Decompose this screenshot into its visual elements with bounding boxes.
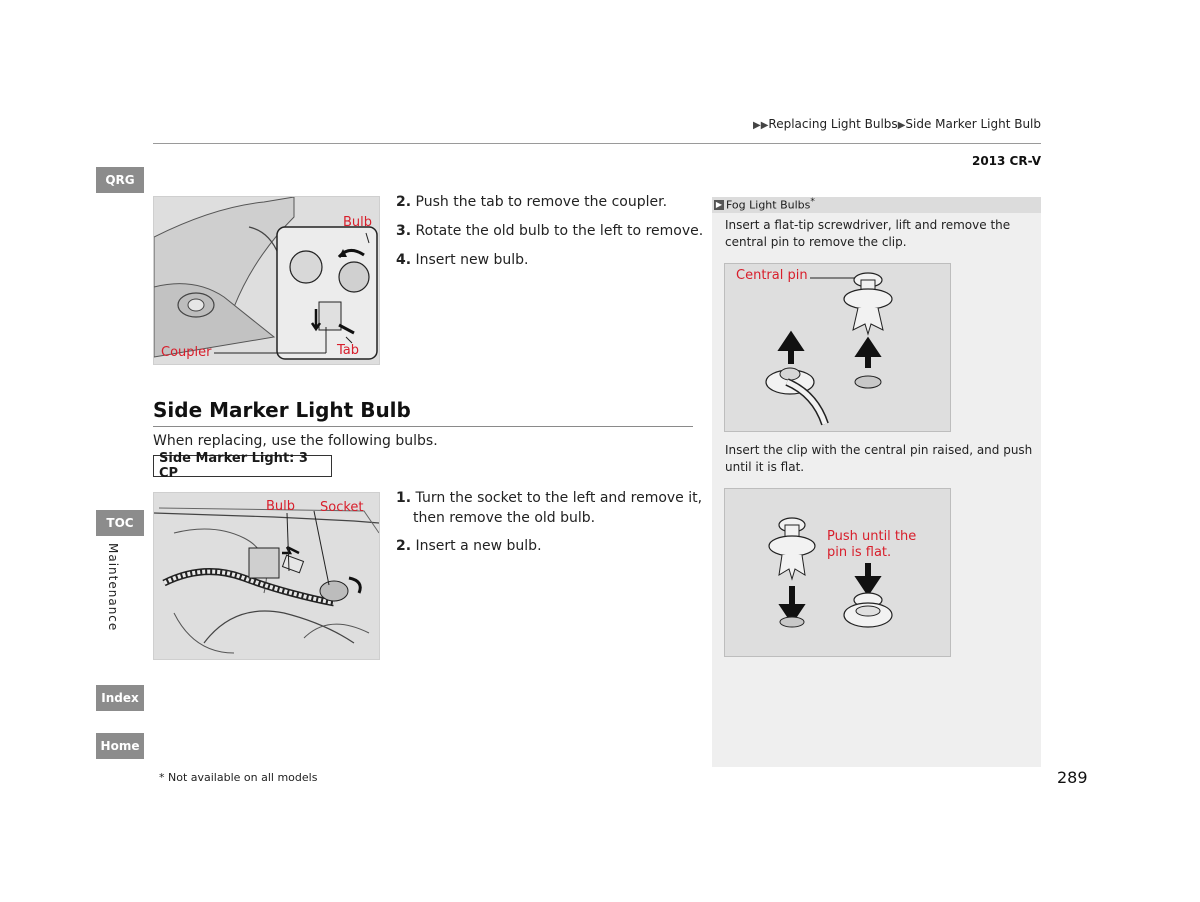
step-number: 4. bbox=[396, 252, 412, 268]
header-divider bbox=[153, 143, 1041, 144]
step-number: 2. bbox=[396, 538, 412, 554]
step-item bbox=[396, 250, 529, 270]
step-item bbox=[396, 488, 702, 528]
toc-button[interactable]: TOC bbox=[96, 510, 144, 536]
side-note-line: Insert the clip with the central pin raised, and push bbox=[725, 443, 1033, 457]
step-number: 3. bbox=[396, 223, 412, 239]
qrg-button[interactable]: QRG bbox=[96, 167, 144, 193]
tab-callout: Tab bbox=[337, 343, 360, 358]
heading-divider bbox=[153, 426, 693, 427]
central-pin-callout: Central pin bbox=[736, 268, 808, 283]
bulb-callout: Bulb bbox=[343, 215, 373, 230]
clip-removal-illustration bbox=[724, 263, 951, 432]
asterisk: * bbox=[810, 197, 815, 207]
side-note-text bbox=[725, 217, 1010, 251]
breadcrumb bbox=[753, 117, 1041, 131]
step-text: Turn the socket to the left and remove it, bbox=[415, 490, 703, 506]
index-button[interactable]: Index bbox=[96, 685, 144, 711]
coupler-callout: Coupler bbox=[161, 345, 212, 360]
step-item bbox=[396, 221, 703, 241]
side-note-line: central pin to remove the clip. bbox=[725, 235, 907, 249]
bulb-spec-box: Side Marker Light: 3 CP bbox=[153, 455, 332, 477]
side-marker-drawing bbox=[154, 493, 379, 659]
fog-light-illustration bbox=[153, 196, 380, 365]
step-text: Insert a new bulb. bbox=[415, 538, 542, 554]
socket-callout: Socket bbox=[320, 500, 364, 515]
side-note-title bbox=[712, 197, 1041, 213]
push-callout-line: pin is flat. bbox=[827, 545, 892, 560]
side-note-title-text[interactable]: Fog Light Bulbs bbox=[726, 198, 811, 212]
step-item bbox=[396, 536, 542, 556]
step-number: 1. bbox=[396, 490, 412, 506]
push-callout-line: Push until the bbox=[827, 529, 917, 544]
home-button[interactable]: Home bbox=[96, 733, 144, 759]
step-text-continued: then remove the old bulb. bbox=[413, 510, 596, 526]
breadcrumb-item[interactable]: Replacing Light Bulbs bbox=[768, 117, 898, 131]
side-marker-illustration bbox=[153, 492, 380, 660]
step-text: Rotate the old bulb to the left to remove. bbox=[415, 223, 704, 239]
push-callout bbox=[827, 529, 916, 561]
side-note-text bbox=[725, 442, 1032, 476]
model-label: 2013 CR-V bbox=[971, 154, 1041, 168]
side-note-line: Insert a flat-tip screwdriver, lift and remove the bbox=[725, 218, 1011, 232]
page-number: 289 bbox=[1057, 768, 1088, 787]
bulb-callout: Bulb bbox=[266, 499, 296, 514]
breadcrumb-arrow-icon: ▶▶ bbox=[753, 120, 769, 131]
section-heading: Side Marker Light Bulb bbox=[153, 398, 411, 422]
step-text: Push the tab to remove the coupler. bbox=[415, 194, 668, 210]
breadcrumb-arrow-icon: ▶ bbox=[897, 120, 906, 131]
clip-install-drawing bbox=[725, 489, 950, 656]
section-intro: When replacing, use the following bulbs. bbox=[153, 433, 438, 449]
reference-arrow-icon: ▶ bbox=[715, 200, 723, 209]
side-note-line: until it is flat. bbox=[725, 460, 805, 474]
footnote: * Not available on all models bbox=[159, 771, 318, 784]
section-label: Maintenance bbox=[106, 543, 120, 632]
clip-removal-drawing bbox=[725, 264, 950, 431]
step-number: 2. bbox=[396, 194, 412, 210]
step-text: Insert new bulb. bbox=[415, 252, 529, 268]
clip-install-illustration bbox=[724, 488, 951, 657]
breadcrumb-item-current: Side Marker Light Bulb bbox=[905, 117, 1041, 131]
step-item bbox=[396, 192, 667, 212]
